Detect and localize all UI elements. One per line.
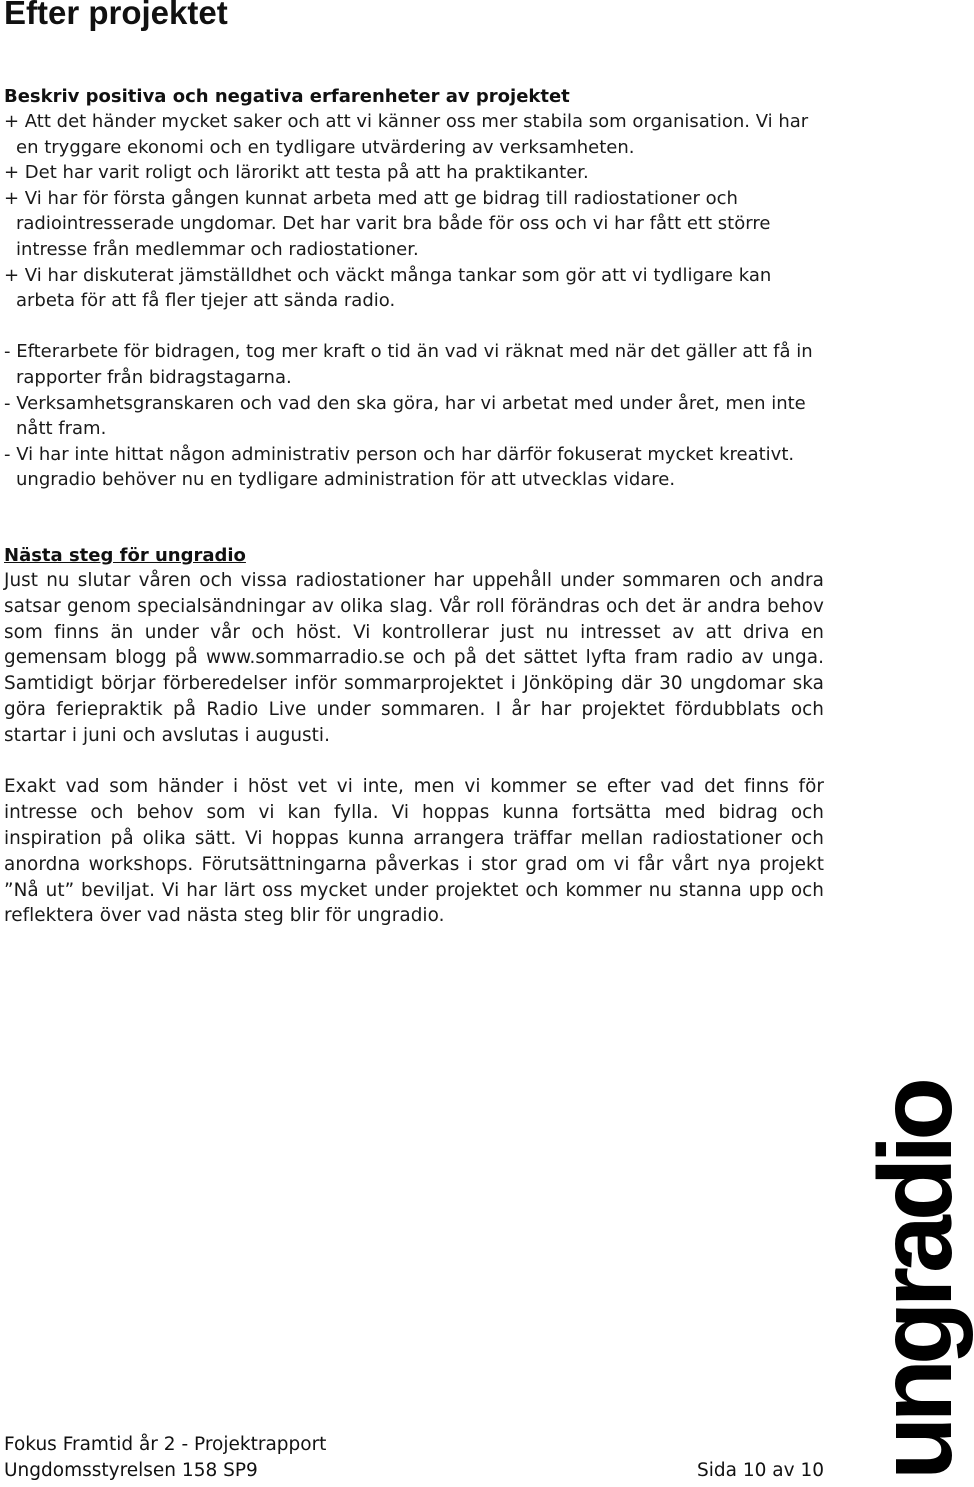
page-title: Efter projektet (4, 0, 228, 31)
footer-reference: Ungdomsstyrelsen 158 SP9 (4, 1460, 258, 1481)
footer-page-number: Sida 10 av 10 (697, 1460, 824, 1481)
negative-item: - Vi har inte hittat någon administrativ person och har därför fokuserat mycket kreativt. ungradio behöver nu en tydligare administration för att utvecklas vidare. (4, 443, 795, 491)
positive-item: + Vi har för första gången kunnat arbeta med att ge bidrag till radiostationer och radiointresserade ungdomar. Det har varit bra både för oss och vi har fått ett större intresse från medlemmar och radiostationer. (4, 187, 771, 260)
evaluation-heading: Beskriv positiva och negativa erfarenheter av projektet (4, 86, 570, 107)
positive-item: + Vi har diskuterat jämställdhet och väckt många tankar som gör att vi tydligare kan arbeta för att få fler tjejer att sända radio. (4, 264, 772, 312)
positive-item: + Det har varit roligt och lärorikt att testa på att ha praktikanter. (4, 162, 589, 184)
evaluation-section (4, 84, 834, 493)
footer-report-title: Fokus Framtid år 2 - Projektrapport (4, 1434, 327, 1455)
positives-list (4, 109, 834, 314)
next-steps-section (4, 543, 824, 929)
positive-item: + Att det händer mycket saker och att vi känner oss mer stabila som organisation. Vi har en tryggare ekonomi och en tydligare utvärdering av verksamheten. (4, 111, 809, 158)
next-steps-heading: Nästa steg för ungradio (4, 545, 246, 566)
next-steps-paragraph: Exakt vad som händer i höst vet vi inte, men vi kommer se efter vad det finns för intresse och behov som vi kan fylla. Vi hoppas kunna fortsätta med bidrag och inspiration på olika sätt. Vi hoppas kunna arrangera träffar mellan radiostationer och anordna workshops. Förutsättningarna påverkas i stor grad om vi får vårt nya projekt ”Nå ut” beviljat. Vi har lärt oss mycket under projektet och kommer nu stanna upp och reflektera över vad nästa steg blir för ungradio. (4, 776, 824, 927)
logo-wordmark: ungradio (858, 1083, 974, 1480)
next-steps-paragraph: Just nu slutar våren och vissa radiostationer har uppehåll under sommaren och andra satsar genom specialsändningar av olika slag. Vår roll förändras och det är andra behov som finns än under vår och höst. Vi kontrollerar just nu intresset av att driva en gemensam blogg på www.sommarradio.se och på det sättet lyfta fram radio av unga. Samtidigt börjar förberedelser inför sommarprojektet i Jönköping där 30 ungdomar ska göra feriepraktik på Radio Live under sommaren. I år har projektet fördubblats och startar i juni och avslutas i augusti. (4, 570, 824, 746)
negative-item: - Verksamhetsgranskaren och vad den ska göra, har vi arbetat med under året, men inte nått fram. (4, 392, 806, 440)
negative-item: - Efterarbete för bidragen, tog mer kraft o tid än vad vi räknat med när det gäller att få in rapporter från bidragstagarna. (4, 341, 813, 388)
negatives-list (4, 339, 834, 493)
